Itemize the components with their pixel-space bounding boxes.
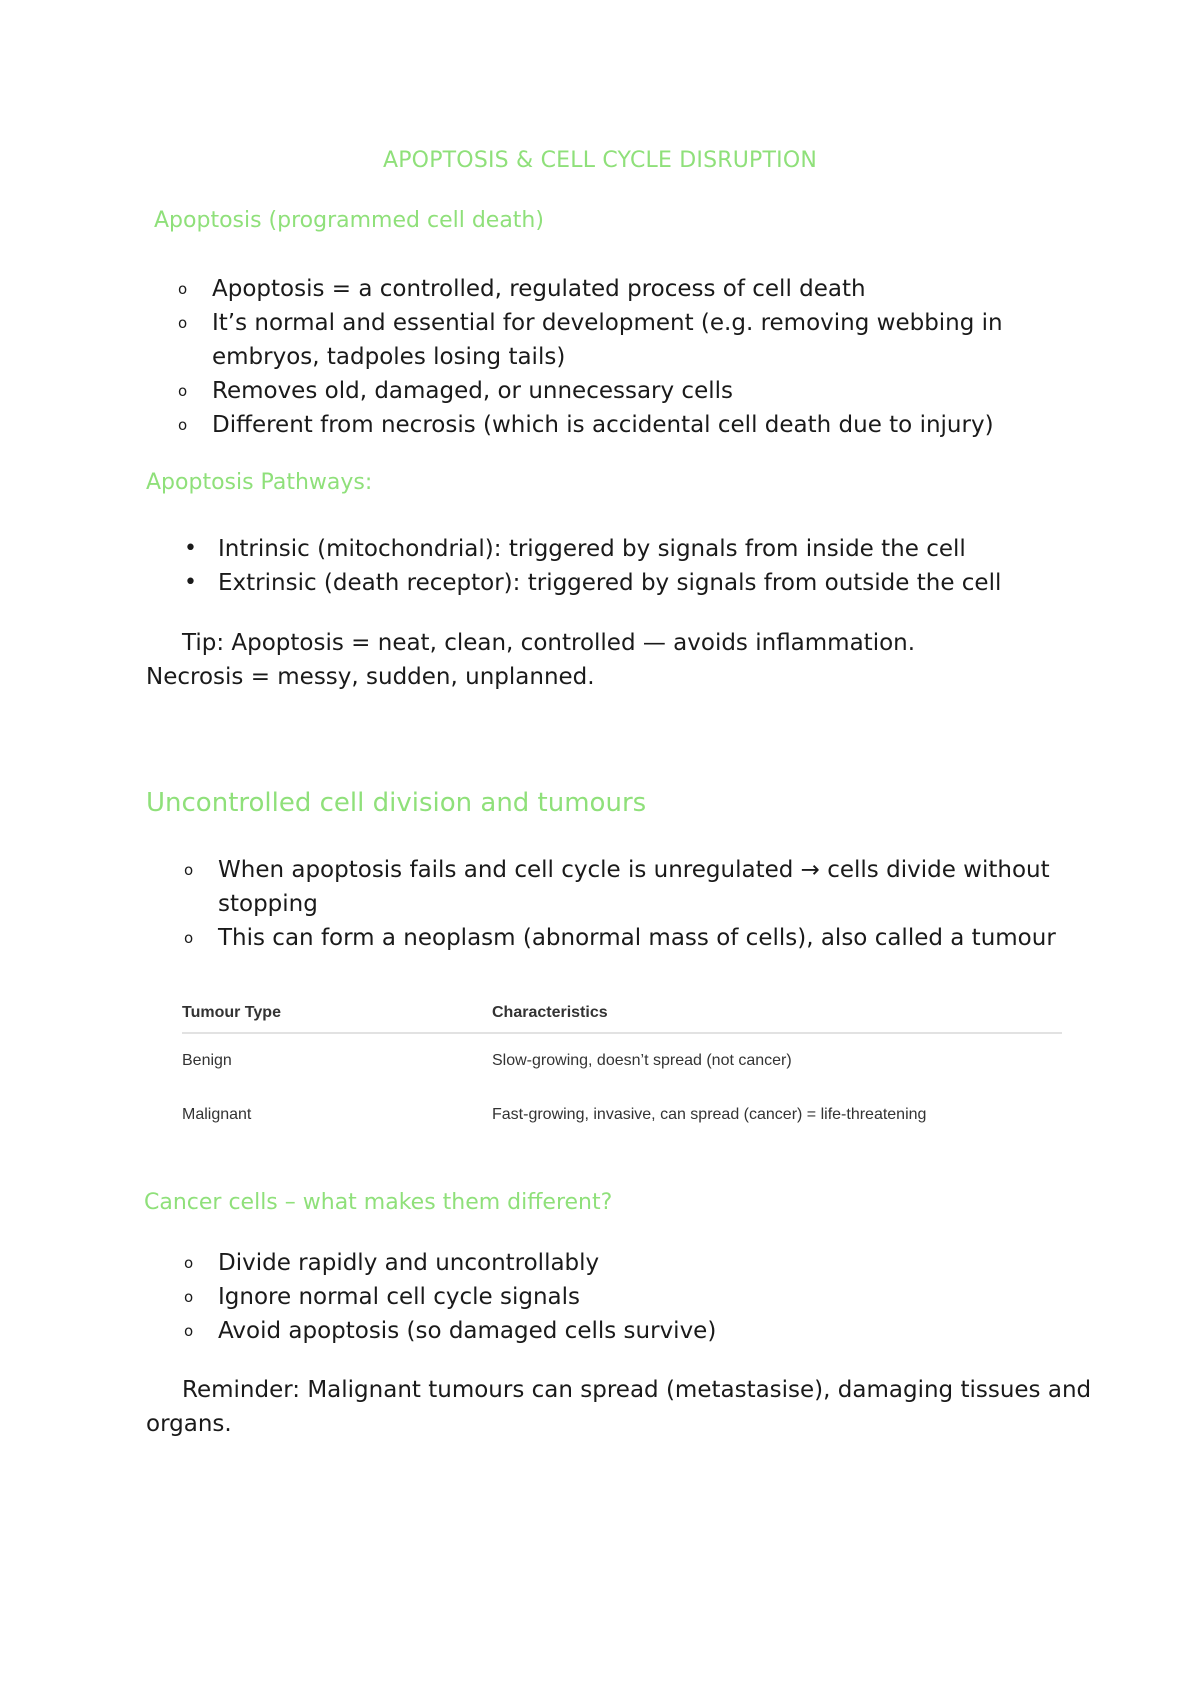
- section-heading-cancer-cells: Cancer cells – what makes them different?: [144, 1190, 613, 1215]
- table-cell: Slow-growing, doesn’t spread (not cancer): [492, 1052, 792, 1069]
- list-item: [184, 566, 1098, 600]
- list-item: [184, 1280, 1078, 1314]
- bullet-marker: o: [184, 861, 194, 879]
- list-item: [178, 408, 1072, 442]
- list-item: [178, 374, 1072, 408]
- list-item: [184, 1314, 1078, 1348]
- table-cell: Benign: [182, 1052, 232, 1069]
- list-item: [178, 272, 1072, 306]
- list-item-text: Extrinsic (death receptor): triggered by signals from outside the cell: [218, 570, 1002, 596]
- table-header-characteristics: Characteristics: [492, 1004, 608, 1021]
- list-item: [184, 1246, 1078, 1280]
- section-heading-pathways: Apoptosis Pathways:: [146, 470, 373, 495]
- cancer-cells-list: [184, 1246, 1078, 1348]
- bullet-marker: o: [178, 416, 188, 434]
- bullet-marker: o: [178, 280, 188, 298]
- list-item-text: Intrinsic (mitochondrial): triggered by signals from inside the cell: [218, 536, 966, 562]
- apoptosis-list: [178, 272, 1072, 442]
- table-row: [182, 1034, 1062, 1088]
- list-item: [178, 306, 1072, 374]
- list-item: [184, 853, 1058, 921]
- section-heading-apoptosis: Apoptosis (programmed cell death): [154, 208, 544, 233]
- tumour-table: [182, 994, 1062, 1142]
- tumours-list: [184, 853, 1058, 955]
- list-item-text: Avoid apoptosis (so damaged cells survive): [218, 1318, 717, 1344]
- list-item-text: When apoptosis fails and cell cycle is unregulated → cells divide without stopping: [218, 857, 1050, 917]
- bullet-marker: •: [184, 570, 197, 595]
- tip-line-2: Necrosis = messy, sudden, unplanned.: [146, 664, 595, 690]
- table-row: [182, 1088, 1062, 1142]
- list-item-text: Apoptosis = a controlled, regulated process of cell death: [212, 276, 866, 302]
- reminder-line-2: organs.: [146, 1411, 232, 1437]
- list-item-text: This can form a neoplasm (abnormal mass of cells), also called a tumour: [218, 925, 1056, 951]
- bullet-marker: o: [178, 382, 188, 400]
- bullet-marker: o: [184, 1322, 194, 1340]
- document-title: APOPTOSIS & CELL CYCLE DISRUPTION: [382, 148, 818, 173]
- pathways-list: [184, 532, 1098, 600]
- reminder-line-1: Reminder: Malignant tumours can spread (metastasise), damaging tissues and: [182, 1377, 1092, 1403]
- tip-line-1: Tip: Apoptosis = neat, clean, controlled — avoids inflammation.: [182, 630, 916, 656]
- bullet-marker: o: [178, 314, 188, 332]
- list-item-text: Divide rapidly and uncontrollably: [218, 1250, 600, 1276]
- bullet-marker: o: [184, 1254, 194, 1272]
- bullet-marker: o: [184, 1288, 194, 1306]
- bullet-marker: o: [184, 929, 194, 947]
- table-header-row: [182, 994, 1062, 1034]
- list-item-text: Different from necrosis (which is accidental cell death due to injury): [212, 412, 994, 438]
- section-heading-tumours: Uncontrolled cell division and tumours: [146, 788, 647, 818]
- list-item-text: Ignore normal cell cycle signals: [218, 1284, 581, 1310]
- list-item-text: Removes old, damaged, or unnecessary cells: [212, 378, 733, 404]
- list-item: [184, 921, 1058, 955]
- table-cell: Malignant: [182, 1106, 252, 1123]
- list-item-text: It’s normal and essential for development (e.g. removing webbing in embryos, tadpoles losing tails): [212, 310, 1003, 370]
- list-item: [184, 532, 1098, 566]
- bullet-marker: •: [184, 536, 197, 561]
- table-cell: Fast-growing, invasive, can spread (cancer) = life-threatening: [492, 1106, 927, 1123]
- table-header-tumour-type: Tumour Type: [182, 1004, 281, 1021]
